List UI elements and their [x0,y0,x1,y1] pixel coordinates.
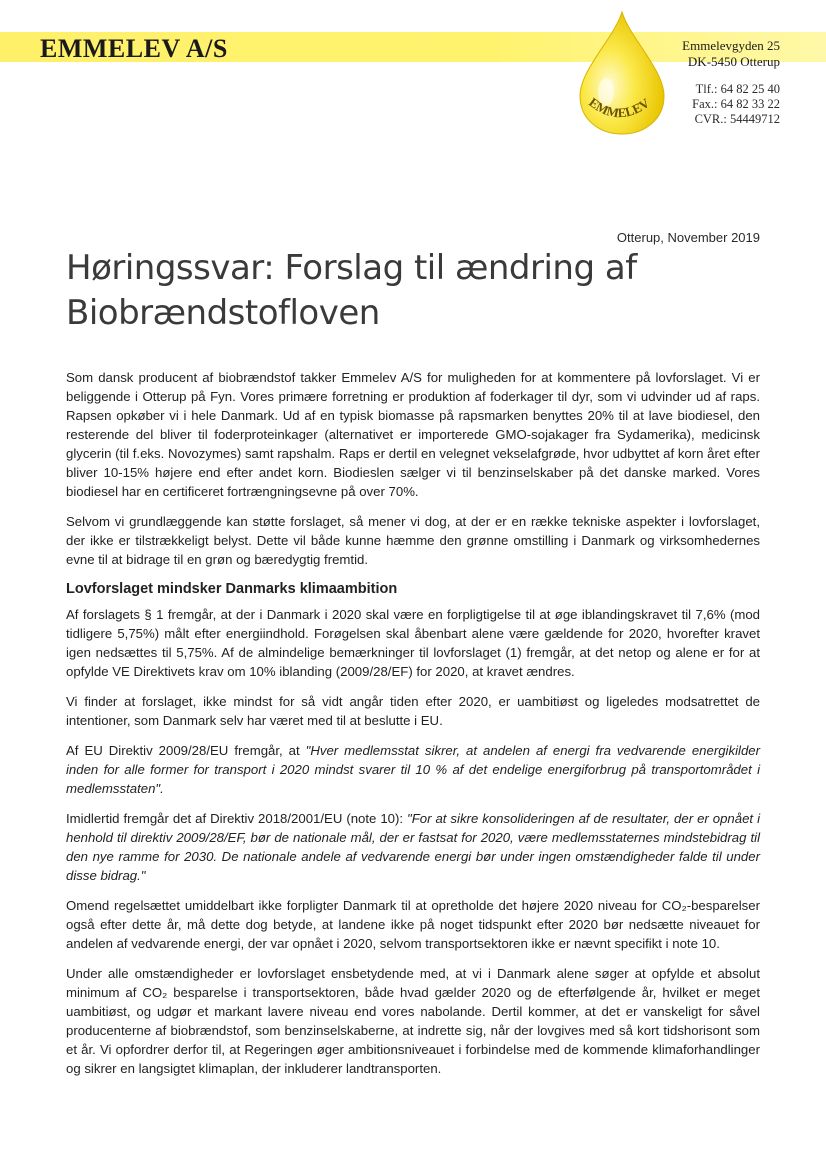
paragraph-co2: Omend regelsættet umiddelbart ikke forpligter Danmark til at opretholde det højere 2020 niveau for CO₂-besparelser også efter dette år, må dette dog betyde, at landene ikke på noget tidspunkt efter 2020 bør nedsætte niveauet for andelen af vedvarende energi, der var opnået i 2020, selvom transportsektoren ikke er nævnt specifikt i note 10. [66,898,760,951]
letter-body [66,368,760,1089]
directive-lead: Af EU Direktiv 2009/28/EU fremgår, at [66,743,306,758]
drop-logo [572,8,672,138]
section-heading: Lovforslaget mindsker Danmarks klimaambition [66,581,398,597]
letter-date: Otterup, November 2019 [616,230,760,245]
paragraph-conclusion: Under alle omstændigheder er lovforslaget ensbetydende med, at vi i Danmark alene søger at opfylde et absolut minimum af CO₂ besparelse i transportsektoren, både hvad gælder 2020 og de efterfølgende år, hvilket er meget uambitiøst, og udgør et markant lavere niveau end vores nabolande. Dertil kommer, at det er vanskeligt for såvel producenterne af biobrændstof, som benzinselskaberne, at indrette sig, når der lovgives med så kort tidshorisont som et år. Vi opfordrer derfor til, at Regeringen øger ambitionsniveauet i forbindelse med de kommende klimaforhandlinger og sikrer en langsigtet klimaplan, der inkluderer landtransporten. [66,966,760,1076]
paragraph-opinion: Vi finder at forslaget, ikke mindst for så vidt angår tiden efter 2020, er uambitiøst og ligeledes modsatrettet de intentioner, som Danmark selv har været med til at beslutte i EU. [66,694,760,728]
cvr: CVR.: 54449712 [694,112,780,126]
directive-2018-quote: "For at sikre konsolideringen af de resultater, der er opnået i henhold til direktiv 2009/28/EF, bør de nationale mål, der er fastsat for 2020, være medlemsstaternes mindstebidrag til den nye ramme for 2030. De nationale andele af vedvarende energi bør under ingen omstændigheder falde til under disse bidrag." [66,811,760,883]
address-city: DK-5450 Otterup [687,54,780,69]
directive-2018-lead: Imidlertid fremgår det af Direktiv 2018/2001/EU (note 10): [66,811,408,826]
directive-quote: "Hver medlemsstat sikrer, at andelen af energi fra vedvarende energikilder inden for alle former for transport i 2020 mindst svarer til 10 % af det endelige energiforbrug på transportområdet i medlemsstaten". [66,743,760,796]
company-address [682,38,780,70]
paragraph-section1: Af forslagets § 1 fremgår, at der i Danmark i 2020 skal være en forpligtigelse til at øge iblandingskravet til 7,6% (mod tidligere 5,75%) målt efter energiindhold. Forøgelsen skal åbenbart alene være gældende for 2020, hvorefter kravet igen nedsættes til 5,75%. Af de almindelige bemærkninger til lovforslaget (1) fremgår, at det netop og alene er for at opfylde VE Direktivets krav om 10% iblanding (2009/28/EF) for 2020, at kravet ændres. [66,607,760,679]
page-title: Høringssvar: Forslag til ændring af Biobrændstofloven [66,248,637,333]
address-street: Emmelevgyden 25 [682,38,780,53]
fax: Fax.: 64 82 33 22 [692,97,780,111]
paragraph-eu-directive [66,741,760,798]
company-contact [692,82,780,127]
drop-logo-text: EMMELEV [586,94,653,121]
paragraph-directive-2018 [66,809,760,885]
phone: Tlf.: 64 82 25 40 [695,82,780,96]
paragraph-support: Selvom vi grundlæggende kan støtte forslaget, så mener vi dog, at der er en række tekniske aspekter i lovforslaget, der ikke er tilstrækkeligt belyst. Dette vil både kunne hæmme den grønne omstilling i Danmark og virksomhedernes evne til at bidrage til en grøn og bæredygtig fremtid. [66,514,760,567]
paragraph-intro: Som dansk producent af biobrændstof takker Emmelev A/S for muligheden for at kommentere på lovforslaget. Vi er beliggende i Otterup på Fyn. Vores primære forretning er produktion af foderkager til dyr, som vi udvinder ud af raps. Rapsen opkøber vi i hele Danmark. Ud af en typisk biomasse på rapsmarken benyttes 20% til at lave biodiesel, den resterende del bliver til foderproteinkager (alternativet er importerede GMO-sojakager fra Sydamerika), medicinsk glycerin (til f.eks. Novozymes) samt rapshalm. Raps er dertil en velegnet vekselafgrøde, hvor udbyttet af korn året efter bliver 10-15% højere end efter andet korn. Biodieslen sælger vi til benzinselskaber på det danske marked. Vores biodiesel har en certificeret fortrængningsevne på over 70%. [66,370,760,499]
company-name: EMMELEV A/S [40,34,228,63]
